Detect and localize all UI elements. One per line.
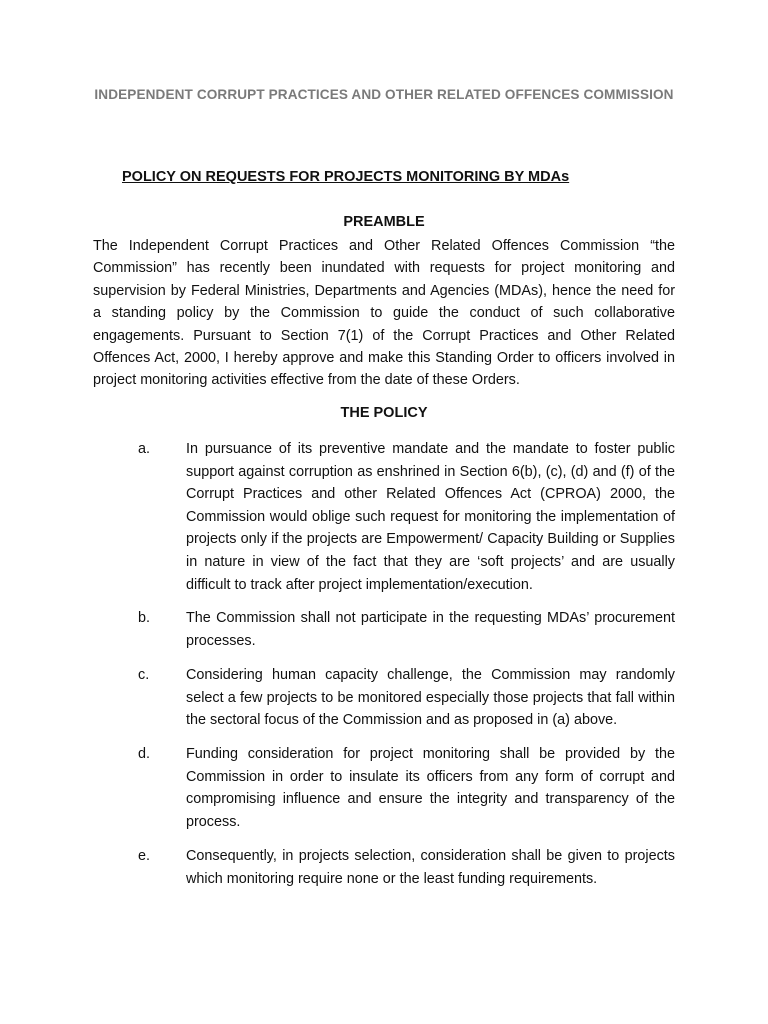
policy-item-letter: b. (138, 610, 151, 626)
policy-item-text: In pursuance of its preventive mandate and the mandate to foster public support against corruption as enshrined in Section 6(b), (c), (d) and (f) of the Corrupt Practices and other Related Offences Act (CPROA) 2000, the Commission would oblige such request for monitoring the implementation of projects only if the projects are Empowerment/ Capacity Building or Supplies in nature in view of the fact that they are ‘soft projects’ and are usually difficult to track after project implementation/execution. (186, 441, 675, 593)
policy-item-letter: c. (138, 667, 150, 683)
policy-item-letter: d. (138, 746, 151, 762)
policy-item-text: Considering human capacity challenge, the Commission may randomly select a few projects to be monitored especially those projects that fall within the sectoral focus of the Commission and as proposed in (a) above. (186, 667, 675, 729)
policy-title: POLICY ON REQUESTS FOR PROJECTS MONITORING BY MDAs (122, 169, 570, 185)
organization-header: INDEPENDENT CORRUPT PRACTICES AND OTHER RELATED OFFENCES COMMISSION (94, 87, 674, 102)
policy-item-letter: a. (138, 441, 151, 457)
policy-heading: THE POLICY (340, 405, 428, 421)
preamble-paragraph: The Independent Corrupt Practices and Other Related Offences Commission “the Commission” has recently been inundated with requests for project monitoring and supervision by Federal Ministries, Departments and Agencies (MDAs), hence the need for a standing policy by the Commission to guide the conduct of such collaborative engagements. Pursuant to Section 7(1) of the Corrupt Practices and Other Related Offences Act, 2000, I hereby approve and make this Standing Order to officers involved in project monitoring activities effective from the date of these Orders. (93, 238, 675, 389)
preamble-heading: PREAMBLE (343, 214, 425, 230)
policy-item-text: Funding consideration for project monitoring shall be provided by the Commission in order to insulate its officers from any form of corrupt and compromising influence and ensure the integrity and transparency of the process. (186, 746, 675, 830)
policy-item-text: The Commission shall not participate in the requesting MDAs’ procurement processes. (186, 610, 675, 649)
policy-item-letter: e. (138, 848, 151, 864)
policy-item-text: Consequently, in projects selection, consideration shall be given to projects which monitoring require none or the least funding requirements. (186, 848, 675, 887)
